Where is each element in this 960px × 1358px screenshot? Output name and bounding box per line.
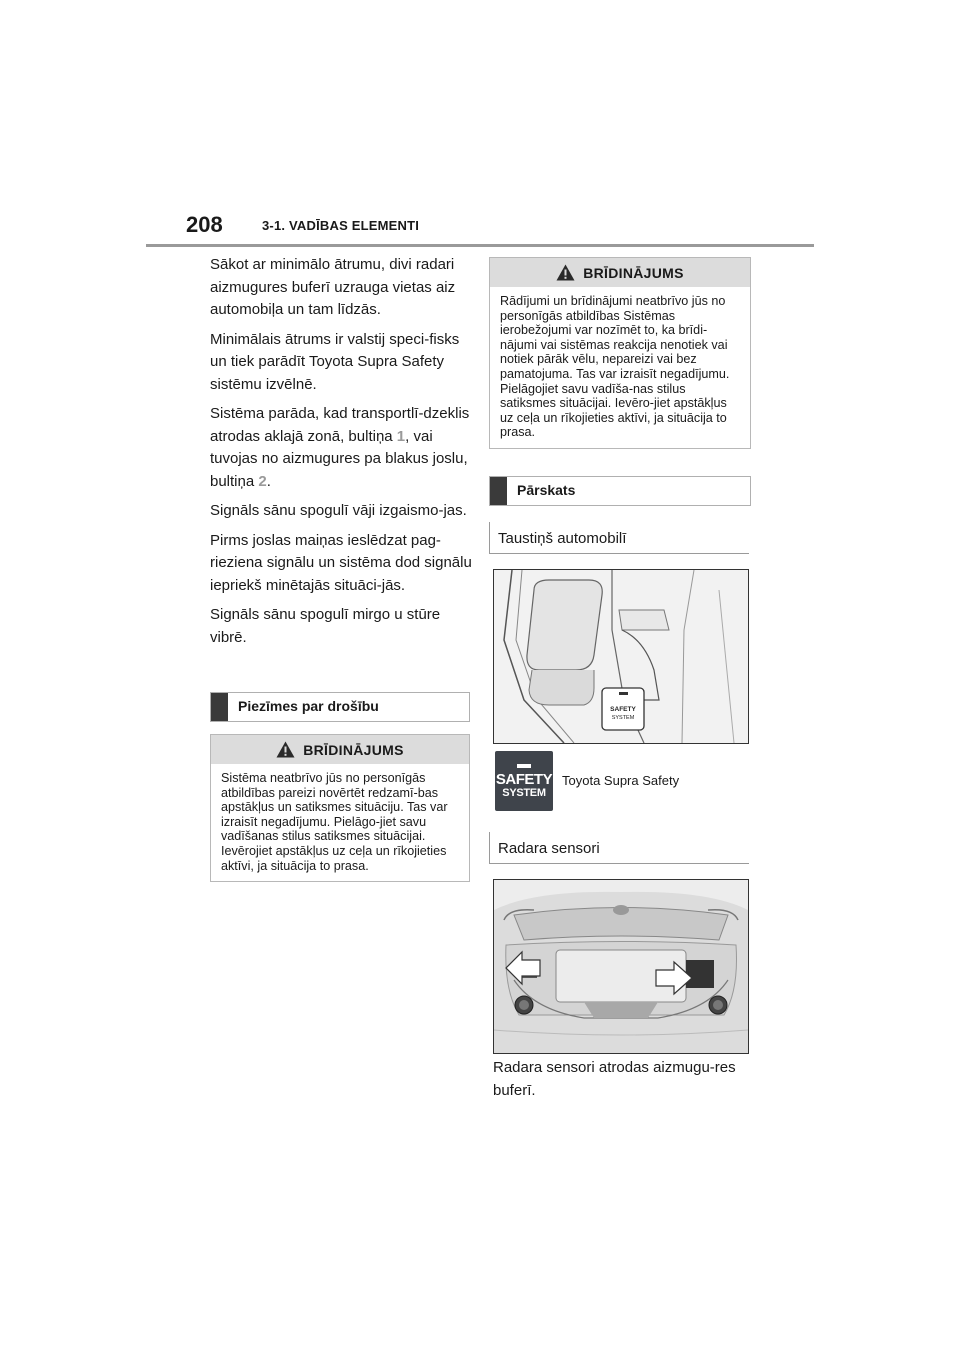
section-title: 3-1. VADĪBAS ELEMENTI: [262, 218, 420, 233]
warning-header: [490, 258, 750, 287]
section-heading: Piezīmes par drošību: [238, 698, 379, 714]
paragraph: Signāls sānu spogulī vāji izgaismo-jas.: [210, 502, 467, 519]
paragraph: Signāls sānu spogulī mirgo u stūre vibrē.: [210, 606, 441, 646]
paragraph-text: Sistēma parāda, kad transportlī-dzeklis atrodas aklajā zonā, bultiņa: [210, 405, 470, 445]
section-marker: [211, 693, 228, 721]
svg-text:SAFETY: SAFETY: [610, 706, 636, 713]
radar-description: Radara sensori atrodas aizmugu-res buferī.: [493, 1059, 736, 1099]
warning-box-2: [489, 257, 751, 449]
button-label-line2: SYSTEM: [502, 786, 546, 799]
page-number: 208: [186, 212, 223, 237]
rear-bumper-illustration: [494, 880, 748, 1053]
warning-triangle-icon: [556, 264, 575, 281]
overview-section: [489, 476, 751, 506]
button-caption: Toyota Supra Safety: [562, 773, 680, 788]
warning-header: [211, 735, 469, 764]
console-illustration: [494, 570, 748, 743]
warning-box-1: [210, 734, 470, 882]
paragraph-text: .: [266, 472, 271, 490]
warning-text: Sistēma neatbrīvo jūs no personīgās atbildības pareizi novērtēt redzamī-bas apstākļus un satiksmes situāciju. Tas var izraisīt negadījumu. Pielāgo-jiet savu vadīšanas stilus satiksmes situācijai. Ievērojiet apstākļus uz ceļa un rīkojieties aktīvi, ja situācija to prasa.: [221, 771, 448, 873]
rear-bumper-photo: [493, 879, 749, 1054]
console-button-photo: [493, 569, 749, 744]
arrow-number-2: 2: [258, 472, 267, 490]
warning-title: BRĪDINĀJUMS: [583, 264, 684, 281]
paragraph: Minimālais ātrums ir valstij speci-fisks un tiek parādīt Toyota Supra Safety sistēmu izvēlnē.: [210, 330, 460, 393]
button-label-line1: SAFETY: [495, 770, 553, 788]
arrow-number-1: 1: [396, 427, 406, 445]
safety-system-button-icon: [495, 751, 553, 811]
left-body-text: [210, 254, 472, 656]
warning-title: BRĪDINĀJUMS: [303, 741, 404, 758]
svg-text:SYSTEM: SYSTEM: [611, 715, 635, 721]
warning-triangle-icon: [276, 741, 295, 758]
paragraph-text: , vai tuvojas no aizmugures pa blakus joslu, bultiņa: [210, 427, 468, 490]
paragraph: Pirms joslas maiņas ieslēdzat pag-rieziena signālu un sistēma dod signālu iepriekš minētajās situāci-jās.: [210, 531, 472, 594]
safety-notes-section: [210, 692, 470, 722]
section-marker: [490, 477, 507, 505]
paragraph: Sākot ar minimālo ātrumu, divi radari aizmugures buferī uzrauga vietas aiz automobiļa un tam līdzās.: [210, 256, 456, 318]
radar-subheading: Radara sensori: [489, 832, 749, 864]
warning-text: Rādījumi un brīdinājumi neatbrīvo jūs no personīgās atbildības Sistēmas ierobežojumi var nozīmēt to, ka brīdi-nājumi vai sistēmas reakcija nenotiek vai notiek pārāk vēlu, nepareizi vai bez pamatojuma. Tas var izraisīt negadījumu. Pielāgojiet savu vadīša-nas stilus satiksmes situācijai. Ievēro-jiet apstākļus uz ceļa un rīkojieties aktīvi, ja situācija to prasa.: [500, 294, 730, 440]
button-subheading: Taustiņš automobilī: [489, 522, 749, 554]
button-indicator: [517, 764, 531, 768]
header-rule: [146, 244, 814, 247]
section-heading: Pārskats: [517, 482, 576, 498]
paragraph: [210, 403, 472, 493]
